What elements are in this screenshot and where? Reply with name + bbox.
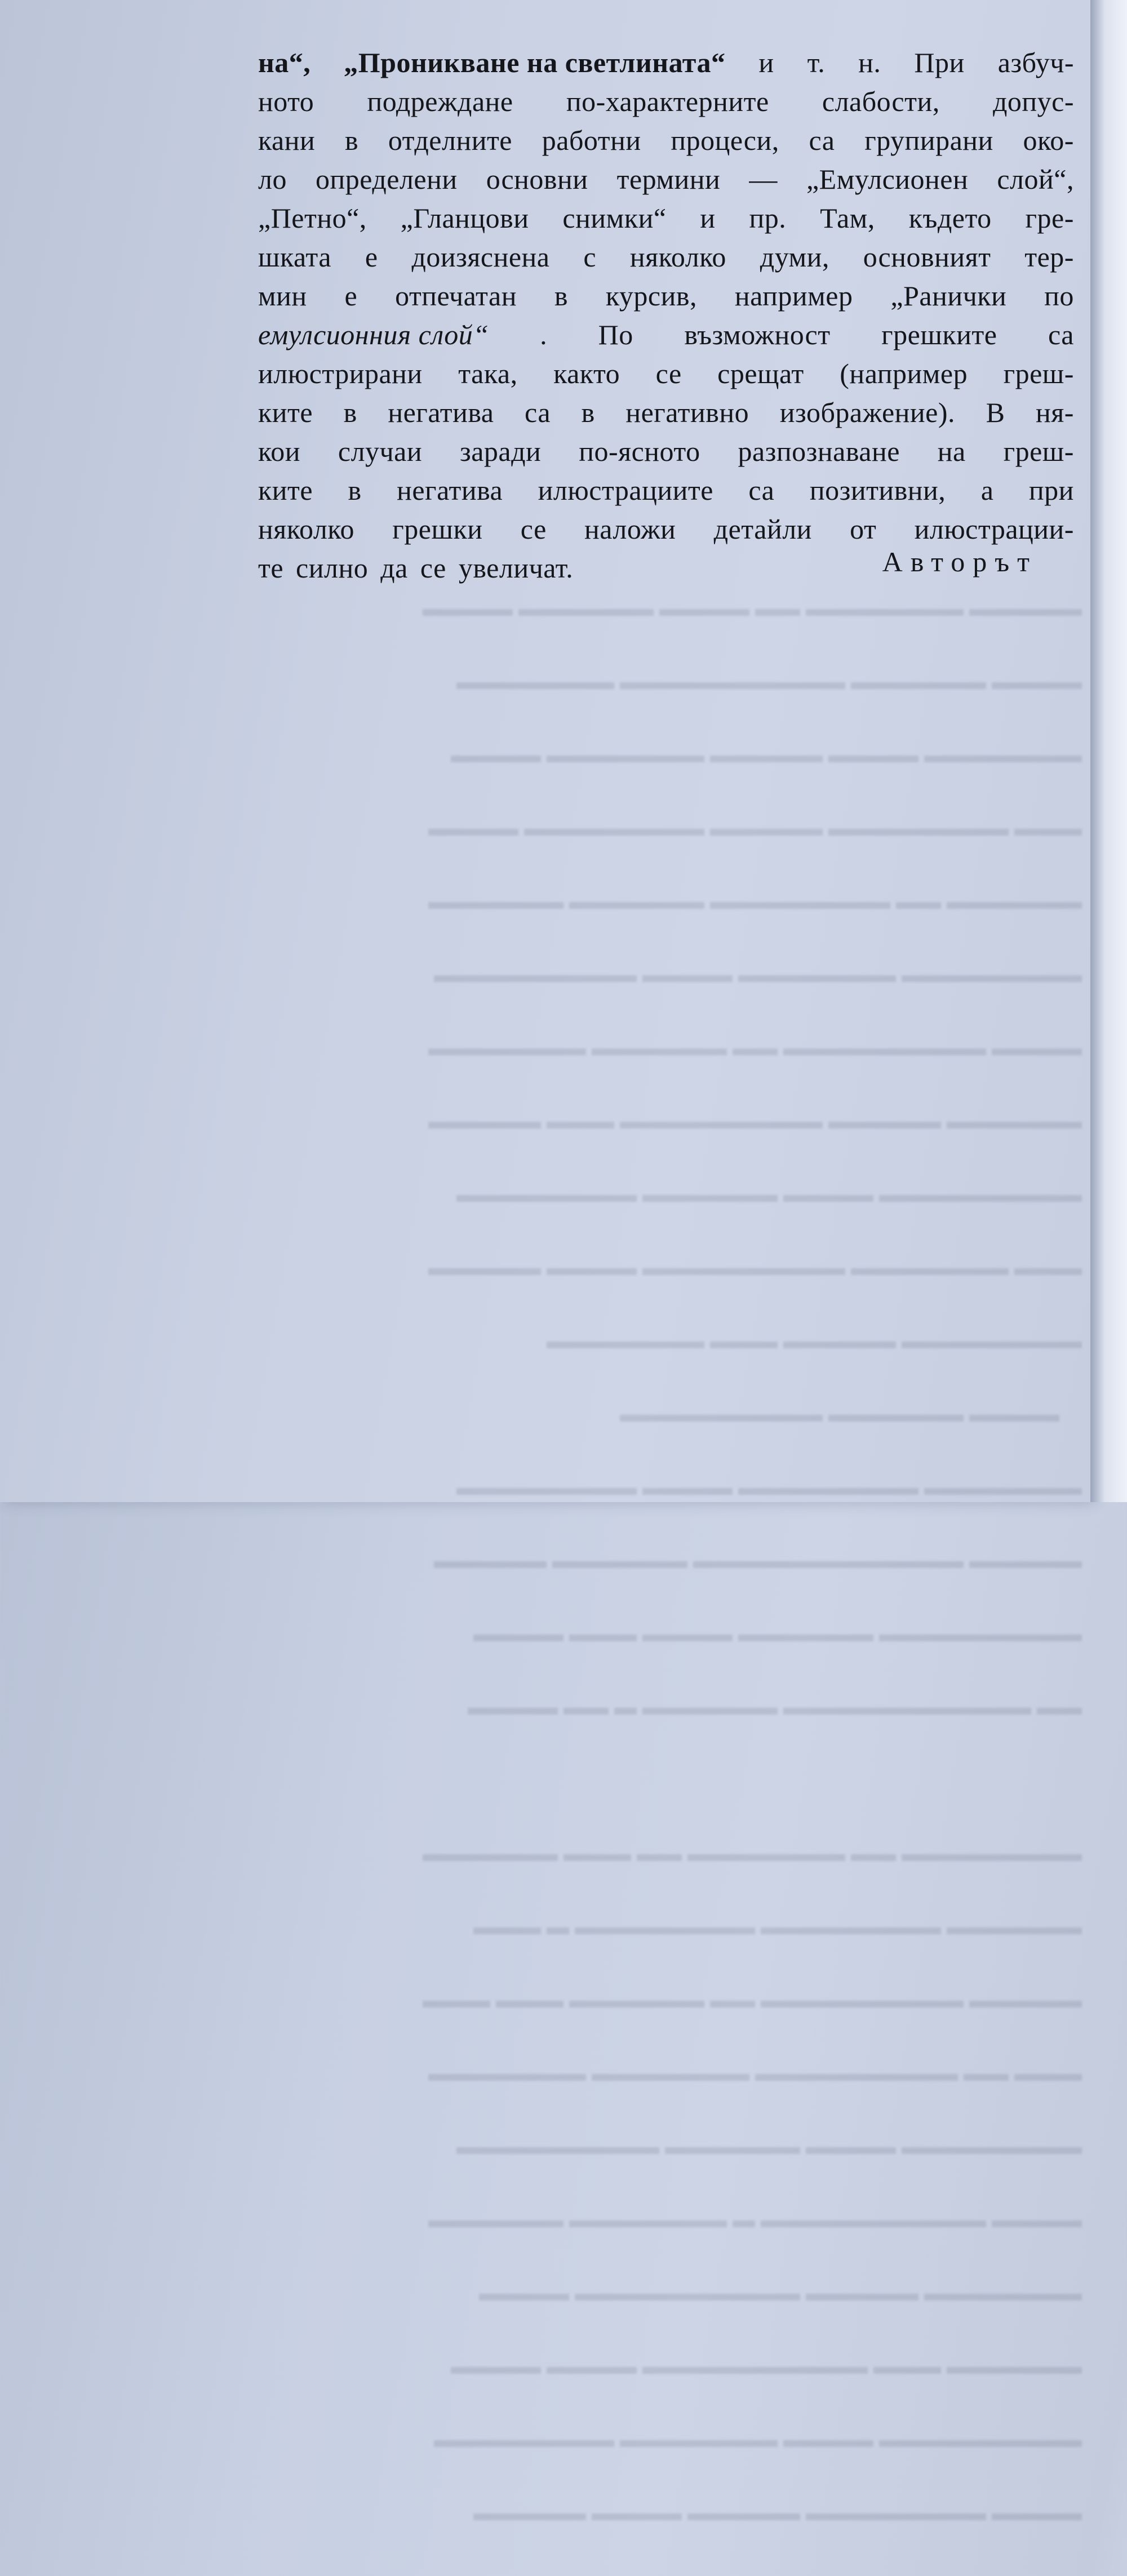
word: се — [420, 552, 446, 584]
word: на — [937, 436, 966, 467]
word: така, — [458, 358, 518, 389]
word: кои — [258, 436, 301, 467]
word: работни — [542, 125, 641, 156]
word: отделните — [388, 125, 513, 156]
word: снимки“ — [562, 202, 667, 234]
word: При — [914, 47, 965, 78]
word: „Гланцови — [400, 202, 529, 234]
word: където — [908, 202, 992, 234]
text-line — [258, 396, 1074, 435]
word: се — [655, 358, 682, 389]
word: разпознаване — [738, 436, 900, 467]
text-line — [258, 202, 1074, 241]
word: грешки — [392, 513, 483, 545]
word: око- — [1023, 125, 1074, 156]
word: илюстрирани — [258, 358, 423, 389]
word: греш- — [1003, 436, 1074, 467]
word: случаи — [338, 436, 423, 467]
word: Там, — [820, 202, 875, 234]
word: илюстрациите — [538, 474, 713, 506]
word: греш- — [1003, 358, 1074, 389]
body-text — [258, 46, 1074, 590]
word: пр. — [749, 202, 787, 234]
word: заради — [459, 436, 542, 467]
word-bold: „Проникване на светлината“ — [344, 47, 726, 78]
word: подреждане — [367, 86, 513, 117]
word: ките — [258, 397, 313, 428]
word: и — [758, 47, 774, 78]
show-through-text: ▬▬▬▬▬ ▬▬▬▬▬▬▬ ▬▬ ▬▬▬▬ ▬▬▬▬▬▬ ▬▬▬▬ ▬▬▬▬ ▬▬▬▬▬▬ ▬▬▬▬▬▬▬▬▬▬ ▬▬▬▬▬▬▬ ▬▬▬▬▬▬▬ ▬▬▬▬ ▬▬▬▬▬ ▬▬▬▬▬▬▬ ▬▬▬▬ ▬▬▬ ▬▬▬▬▬▬▬▬ ▬▬▬▬▬ ▬▬▬▬▬▬▬▬ ▬▬▬▬ ▬▬▬▬▬▬ ▬▬ ▬▬▬▬▬▬▬▬ ▬▬▬▬▬▬ ▬▬▬▬▬▬ ▬▬▬▬▬▬▬▬ ▬▬▬▬▬▬▬ ▬▬▬▬ ▬▬▬▬▬▬▬▬▬ ▬▬▬▬ ▬▬▬▬▬▬▬▬▬ ▬▬ ▬▬▬▬▬▬ ▬▬▬▬▬▬▬ ▬▬▬▬▬▬ ▬▬▬▬▬ ▬▬▬▬▬▬▬▬▬ ▬▬▬ ▬▬▬▬▬ ▬▬▬▬▬▬▬▬▬ ▬▬▬▬ ▬▬▬▬▬▬ ▬▬▬▬▬▬▬▬ ▬▬▬ ▬▬▬▬▬▬▬ ▬▬▬▬▬▬▬▬▬ ▬▬▬▬ ▬▬▬▬▬ ▬▬▬▬▬▬▬▬ ▬▬▬▬▬ ▬▬▬ ▬▬▬▬▬▬▬ ▬▬▬▬ ▬▬▬▬▬▬ ▬▬▬▬▬▬▬▬▬ ▬▬▬▬▬▬▬ ▬▬▬▬▬▬▬▬ ▬▬▬▬ ▬▬▬▬▬▬▬▬ ▬▬▬▬▬ ▬▬▬▬▬▬▬▬▬▬▬▬ ▬▬▬▬▬▬ ▬▬▬▬▬ ▬▬▬▬▬▬▬▬▬ ▬▬▬▬▬▬ ▬▬▬▬ ▬▬▬ ▬▬▬▬ ▬▬ ▬▬▬▬▬▬▬▬▬▬▬ ▬▬▬▬▬▬ ▬ ▬▬ ▬▬▬▬ ▬▬▬▬▬▬▬▬ ▬▬ ▬▬▬▬▬▬▬ ▬▬ ▬▬▬ ▬▬▬▬▬▬ ▬▬▬▬▬▬ ▬▬▬▬▬▬▬▬ ▬▬▬▬▬▬▬▬ ▬ ▬▬▬ ▬▬▬▬▬ ▬▬▬▬▬▬▬▬▬ ▬▬ ▬▬▬▬▬▬ ▬▬▬ ▬▬▬ ▬▬▬ ▬▬ ▬▬▬▬▬▬▬▬▬ ▬▬▬▬▬▬▬ ▬▬▬▬▬▬▬ ▬▬▬▬▬▬▬▬ ▬▬▬▬ ▬▬▬▬▬▬ ▬▬▬▬▬▬▬▬▬ ▬▬▬▬ ▬▬▬▬▬▬▬▬▬▬ ▬ ▬▬▬▬▬▬▬ ▬▬▬▬▬▬ ▬▬▬▬▬▬▬ ▬▬▬▬▬ ▬▬▬▬▬▬▬▬▬▬ ▬▬▬▬ ▬▬▬▬▬▬ ▬▬▬ ▬▬▬▬▬▬▬▬▬▬ ▬▬▬▬ ▬▬▬▬ ▬▬▬▬▬▬▬▬▬ ▬▬▬▬ ▬▬▬▬▬▬▬ ▬▬▬▬▬▬▬▬ ▬▬▬▬ ▬▬▬▬▬▬▬▬ ▬▬▬▬▬ ▬▬▬▬ ▬▬▬▬▬ — [423, 596, 1082, 2525]
word: по — [1044, 280, 1074, 312]
word: и — [700, 202, 716, 234]
word: слабости, — [822, 86, 940, 117]
word: определени — [316, 163, 458, 195]
word: основни — [486, 163, 588, 195]
word: наложи — [584, 513, 676, 545]
word: процеси, — [671, 125, 779, 156]
word: например — [734, 280, 853, 312]
word: те — [258, 552, 284, 584]
word: „Петно“, — [258, 202, 367, 234]
word: ките — [258, 474, 313, 506]
text-line — [258, 163, 1074, 202]
word: основният — [863, 241, 991, 273]
word: възможност — [684, 319, 831, 350]
word: няколко — [258, 513, 355, 545]
word: думи, — [760, 241, 829, 273]
author-signature: Авторът — [882, 546, 1037, 578]
word: при — [1028, 474, 1074, 506]
word: срещат — [717, 358, 804, 389]
word: е — [344, 280, 358, 312]
word: кани — [258, 125, 316, 156]
word: е — [365, 241, 378, 273]
text-line — [258, 318, 1074, 357]
word: — — [749, 163, 778, 195]
word: шката — [258, 241, 332, 273]
word-italic: емулсионния слой“ — [258, 319, 489, 350]
word: с — [583, 241, 597, 273]
text-line — [258, 85, 1074, 124]
word: са — [748, 474, 775, 506]
text-line — [258, 124, 1074, 163]
word: по-характерните — [566, 86, 769, 117]
word: се — [520, 513, 547, 545]
word: а — [980, 474, 994, 506]
word: грешките — [881, 319, 997, 350]
word: да — [380, 552, 408, 584]
next-page-edge — [1090, 0, 1127, 1502]
word: са — [525, 397, 551, 428]
word: увеличат. — [458, 552, 574, 584]
word: термини — [616, 163, 721, 195]
word: гре- — [1025, 202, 1074, 234]
word: доизяснена — [411, 241, 550, 273]
text-line — [258, 241, 1074, 279]
word: допус- — [992, 86, 1074, 117]
word: няколко — [629, 241, 726, 273]
word: силно — [296, 552, 369, 584]
word: илюстрации- — [914, 513, 1074, 545]
word: (например — [840, 358, 968, 389]
word: . — [540, 319, 548, 350]
word: в — [554, 280, 568, 312]
word: По — [598, 319, 633, 350]
word: по-ясното — [579, 436, 700, 467]
word: както — [553, 358, 620, 389]
word: са — [1048, 319, 1074, 350]
word: негатива — [388, 397, 494, 428]
word: ното — [258, 86, 314, 117]
word: негативно — [625, 397, 749, 428]
word: са — [809, 125, 835, 156]
word: курсив, — [605, 280, 697, 312]
word: в — [344, 125, 359, 156]
word: в — [343, 397, 357, 428]
word: н. — [858, 47, 881, 78]
word: т. — [807, 47, 826, 78]
text-line — [258, 357, 1074, 396]
word: позитивни, — [809, 474, 946, 506]
word: изображение). — [779, 397, 956, 428]
word: „Емулсионен — [806, 163, 969, 195]
word: отпечатан — [395, 280, 517, 312]
word: В — [986, 397, 1005, 428]
text-line — [258, 435, 1074, 474]
word: на“, — [258, 47, 311, 78]
word: негатива — [397, 474, 503, 506]
word: в — [348, 474, 362, 506]
word: детайли — [713, 513, 812, 545]
word: „Ранички — [890, 280, 1007, 312]
word: ло — [258, 163, 287, 195]
word: в — [581, 397, 595, 428]
word: тер- — [1024, 241, 1074, 273]
word: групирани — [864, 125, 993, 156]
word: азбуч- — [997, 47, 1074, 78]
word: от — [850, 513, 877, 545]
word: мин — [258, 280, 307, 312]
word: слой“, — [997, 163, 1074, 195]
text-line — [258, 474, 1074, 513]
word: ня- — [1036, 397, 1074, 428]
text-line — [258, 279, 1074, 318]
text-line — [258, 46, 1074, 85]
